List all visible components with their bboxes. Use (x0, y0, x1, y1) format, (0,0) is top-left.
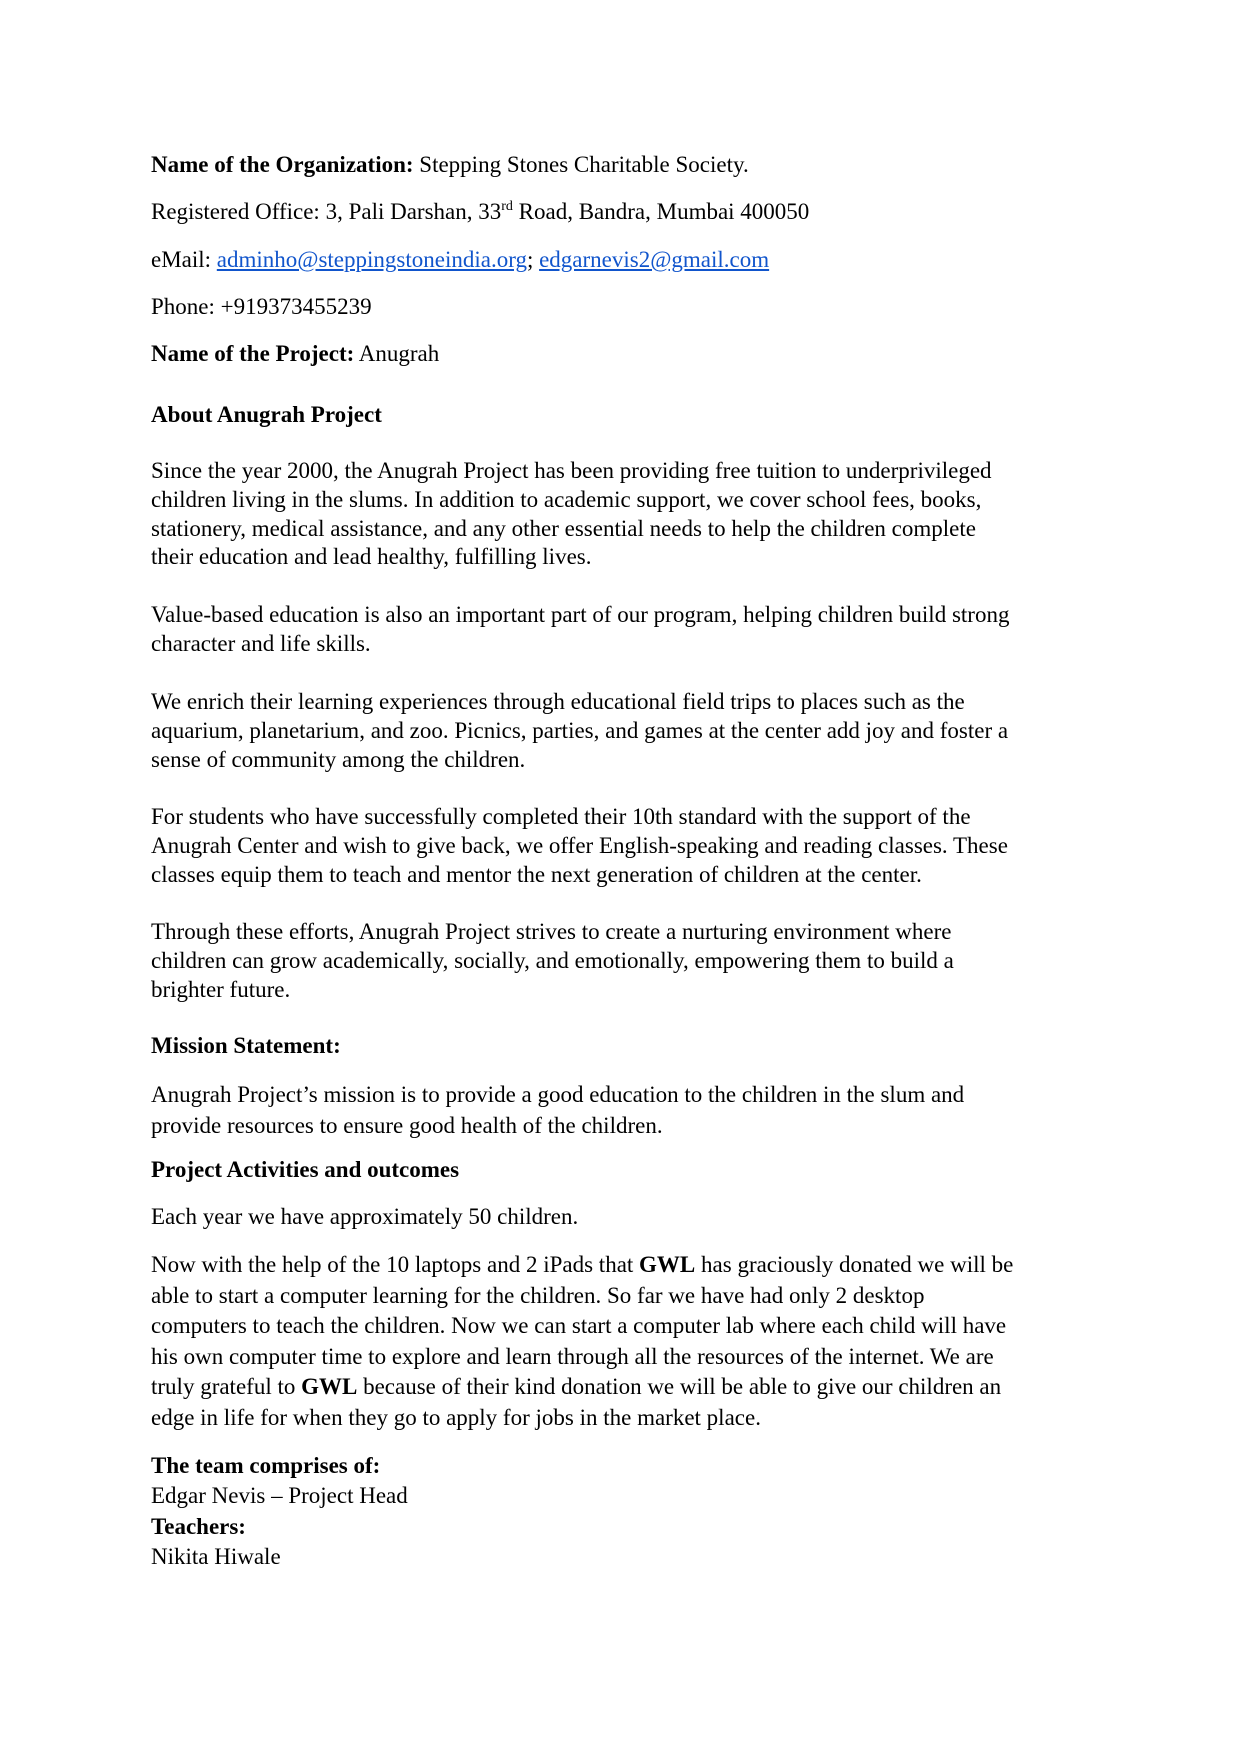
teacher-name: Nikita Hiwale (151, 1544, 281, 1570)
text-line: brighter future. (151, 976, 291, 1002)
office-superscript: rd (501, 199, 513, 214)
about-heading: About Anugrah Project (151, 402, 382, 427)
text-line: Through these efforts, Anugrah Project strives to create a nurturing environment where (151, 919, 952, 944)
gwl-bold: GWL (639, 1252, 696, 1277)
about-paragraph-3 (151, 688, 1111, 774)
text-line: Since the year 2000, the Anugrah Project has been providing free tuition to underprivileged (151, 458, 992, 483)
text-line: able to start a computer learning for the children. So far we have had only 2 desktop (151, 1282, 925, 1308)
text-line: his own computer time to explore and learn through all the resources of the internet. We are (151, 1343, 994, 1369)
email-link-admin[interactable]: adminho@steppingstoneindia.org (216, 247, 527, 272)
project-name-line (151, 340, 1111, 368)
office-suffix: Road, Bandra, Mumbai 400050 (512, 199, 810, 224)
text-line: children living in the slums. In addition to academic support, we cover school fees, books, (151, 486, 982, 512)
text-span: because of their kind donation we will be able to give our children an (357, 1374, 1002, 1400)
text-span: truly grateful to (151, 1374, 302, 1400)
text-line: provide resources to ensure good health of the children. (151, 1113, 663, 1138)
teachers-heading: Teachers: (151, 1513, 246, 1539)
email-label: eMail: (151, 247, 217, 272)
organization-name: Stepping Stones Charitable Society. (413, 152, 749, 177)
about-paragraph-5 (151, 918, 1111, 1004)
text-line: edge in life for when they go to apply for jobs in the market place. (151, 1404, 761, 1430)
mission-paragraph (151, 1079, 1111, 1141)
text-line: stationery, medical assistance, and any other essential needs to help the children complete (151, 515, 976, 541)
about-paragraph-4 (151, 803, 1111, 889)
team-section (151, 1451, 1111, 1573)
text-line: Anugrah Project’s mission is to provide a good education to the children in the slum and (151, 1082, 965, 1107)
email-separator: ; (526, 247, 540, 272)
children-count-line: Each year we have approximately 50 children. (151, 1204, 579, 1229)
text-line: character and life skills. (151, 630, 371, 656)
text-span: Now with the help of the 10 laptops and 2 iPads that (151, 1252, 640, 1277)
registered-office-line (151, 198, 1111, 226)
office-prefix: Registered Office: 3, Pali Darshan, 33 (151, 199, 502, 224)
text-line (151, 1250, 1111, 1281)
text-line: We enrich their learning experiences through educational field trips to places such as the (151, 689, 965, 714)
text-line (151, 1372, 1111, 1403)
text-span: has graciously donated we will be (695, 1252, 1014, 1277)
text-line: Value-based education is also an important part of our program, helping children build strong (151, 602, 1010, 627)
organization-label: Name of the Organization: (151, 152, 414, 177)
project-name: Anugrah (354, 341, 440, 366)
email-link-edgar[interactable]: edgarnevis2@gmail.com (539, 247, 770, 272)
phone-line: Phone: +919373455239 (151, 294, 372, 319)
text-line: aquarium, planetarium, and zoo. Picnics, parties, and games at the center add joy and foster a (151, 717, 1009, 743)
text-line: Anugrah Center and wish to give back, we offer English-speaking and reading classes. These (151, 832, 1008, 858)
text-line: children can grow academically, socially, and emotionally, empowering them to build a (151, 947, 954, 973)
mission-heading: Mission Statement: (151, 1033, 341, 1058)
activities-heading: Project Activities and outcomes (151, 1157, 460, 1182)
team-heading: The team comprises of: (151, 1453, 381, 1478)
about-paragraph-2 (151, 601, 1111, 659)
text-line: sense of community among the children. (151, 746, 526, 772)
project-head-line: Edgar Nevis – Project Head (151, 1483, 408, 1509)
text-line: computers to teach the children. Now we can start a computer lab where each child will have (151, 1313, 1007, 1339)
organization-line (151, 151, 1111, 179)
about-paragraph-1 (151, 457, 1111, 572)
text-line: classes equip them to teach and mentor the next generation of children at the center. (151, 861, 922, 887)
text-line: their education and lead healthy, fulfilling lives. (151, 544, 592, 570)
text-line: For students who have successfully completed their 10th standard with the support of the (151, 804, 971, 829)
project-label: Name of the Project: (151, 341, 355, 366)
email-line (151, 246, 1111, 274)
gwl-bold: GWL (301, 1374, 358, 1400)
activities-paragraph (151, 1250, 1111, 1434)
